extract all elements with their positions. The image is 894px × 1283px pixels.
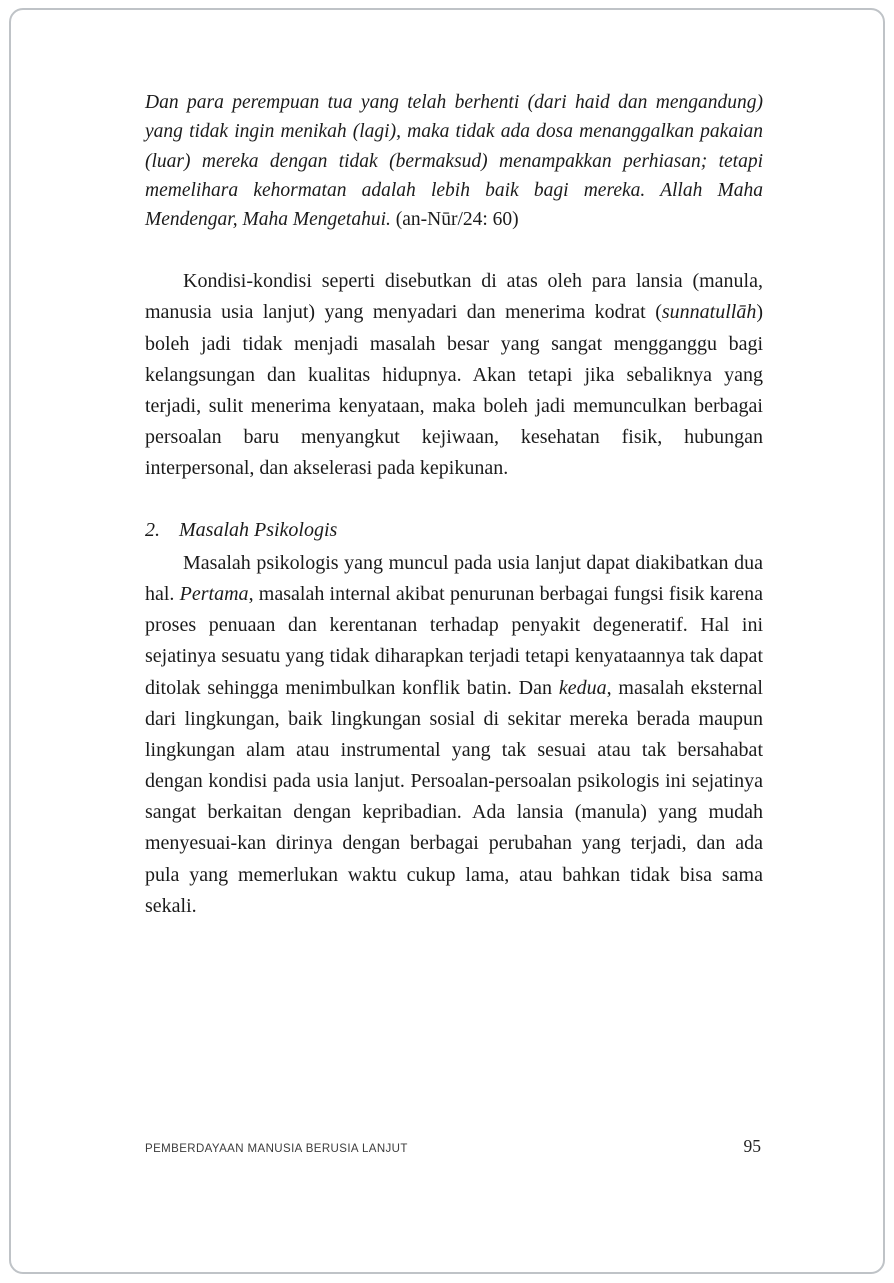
paragraph-2 xyxy=(145,548,763,922)
quran-translation-quote xyxy=(145,88,763,234)
section-number: 2. xyxy=(145,518,160,541)
italic-term-pertama: Pertama xyxy=(179,582,249,605)
quote-text: Dan para perempuan tua yang telah berhenti (dari haid dan mengandung) yang tidak ingin menikah (lagi), maka tidak ada dosa menanggalkan pakaian (luar) mereka dengan tidak (bermaksud) menampakkan perhiasan; tetapi memelihara kehormatan adalah lebih baik bagi mereka. Allah Maha Mendengar, Maha Mengetahui. xyxy=(145,92,763,230)
text-segment: Kondisi-kondisi seperti disebutkan di atas oleh para lansia (manula, manusia usia lanjut) yang menyadari dan menerima kodrat ( xyxy=(145,270,763,324)
section-heading xyxy=(145,515,763,546)
running-footer-title: PEMBERDAYAAN MANUSIA BERUSIA LANJUT xyxy=(145,1143,408,1155)
text-segment: Masalah psikologis yang muncul pada usia lanjut dapat diakibatkan dua hal. xyxy=(145,551,763,605)
text-segment: , masalah eksternal dari lingkungan, baik lingkungan sosial di sekitar mereka berada maupun lingkungan alam atau instrumental yang tak sesuai atau tak bersahabat dengan kondisi pada usia lanjut. Persoalan-persoalan psikologis ini sejatinya sangat berkaitan dengan kepribadian. Ada lansia (manula) yang mudah menyesuai-kan dirinya dengan berbagai perubahan yang terjadi, dan ada pula yang memerlukan waktu cukup lama, atau bahkan tidak bisa sama sekali. xyxy=(145,676,763,917)
page-content xyxy=(145,88,763,922)
page-footer xyxy=(145,1136,761,1157)
text-segment: ) boleh jadi tidak menjadi masalah besar yang sangat mengganggu bagi kelangsungan dan kualitas hidupnya. Akan tetapi jika sebaliknya yang terjadi, sulit menerima kenyataan, maka boleh jadi memunculkan berbagai persoalan baru menyangkut kejiwaan, kesehatan fisik, hubungan interpersonal, dan akselerasi pada kepikunan. xyxy=(145,301,763,480)
quote-citation: (an-Nūr/24: 60) xyxy=(390,209,519,230)
section-title: Masalah Psikologis xyxy=(179,518,338,541)
italic-term-kedua: kedua xyxy=(558,676,607,699)
text-segment: , masalah internal akibat penurunan berbagai fungsi fisik karena proses penuaan dan kerentanan terhadap penyakit degeneratif. Hal ini sejatinya sesuatu yang tidak diharapkan terjadi tetapi kenyataannya tak dapat ditolak sehingga menimbulkan konflik batin. Dan xyxy=(145,582,763,699)
italic-term-sunnatullah: sunnatullāh xyxy=(661,301,757,324)
page-number: 95 xyxy=(743,1136,761,1156)
paragraph-1 xyxy=(145,266,763,484)
